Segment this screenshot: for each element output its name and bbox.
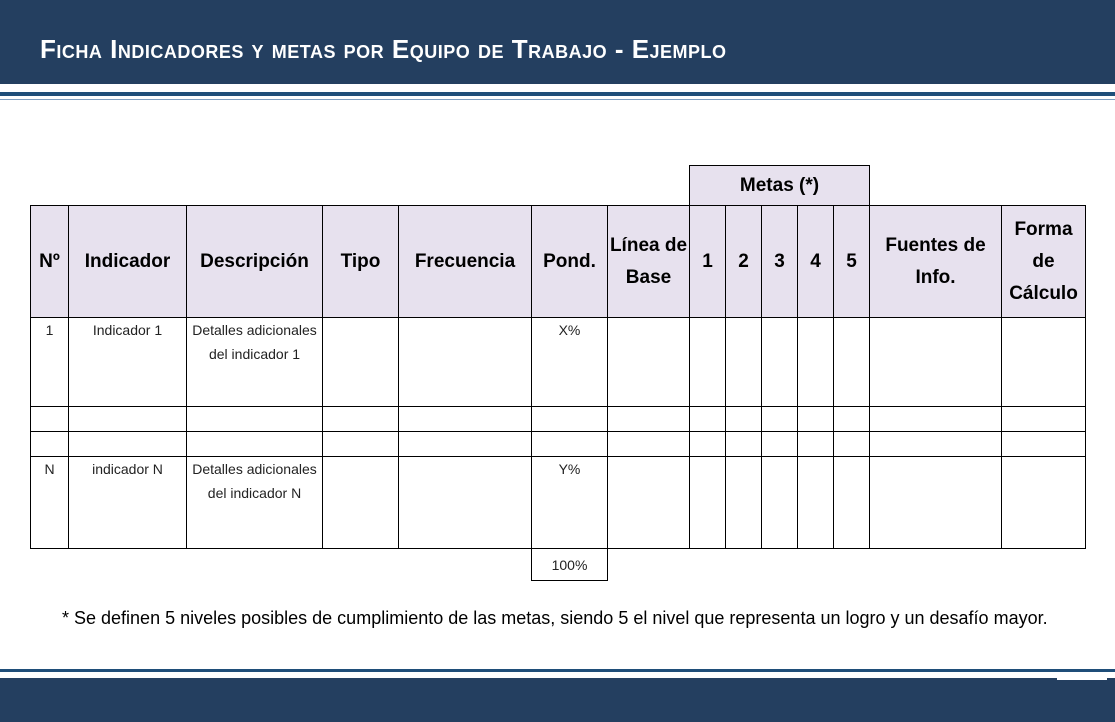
cell-pond: X%	[532, 318, 608, 407]
footer-mark	[1057, 678, 1107, 680]
cell-tipo	[323, 432, 399, 457]
total-row	[31, 549, 1086, 581]
cell-meta-5	[834, 407, 870, 432]
cell-linea-base	[608, 318, 690, 407]
metas-group-header: Metas (*)	[690, 166, 870, 206]
col-header-frecuencia: Frecuencia	[399, 206, 532, 318]
col-header-indicador: Indicador	[69, 206, 187, 318]
col-header-meta-1: 1	[690, 206, 726, 318]
col-header-descripcion: Descripción	[187, 206, 323, 318]
cell-fuentes	[870, 457, 1002, 549]
cell-tipo	[323, 457, 399, 549]
cell-linea-base	[608, 432, 690, 457]
cell-forma-calculo	[1002, 457, 1086, 549]
cell-tipo	[323, 318, 399, 407]
cell-meta-4	[798, 457, 834, 549]
cell-descripcion	[187, 457, 323, 549]
cell-meta-1	[690, 457, 726, 549]
cell-meta-5	[834, 457, 870, 549]
cell-descripcion-text: Detalles adicionales del indicador N	[192, 461, 317, 501]
col-header-pond: Pond.	[532, 206, 608, 318]
table-row	[31, 318, 1086, 407]
col-header-fuentes: Fuentes de Info.	[870, 206, 1002, 318]
cell-meta-4	[798, 407, 834, 432]
col-header-forma-calculo: Forma de Cálculo	[1002, 206, 1086, 318]
table-row	[31, 407, 1086, 432]
cell-meta-2	[726, 407, 762, 432]
cell-num: 1	[31, 318, 69, 407]
cell-meta-4	[798, 432, 834, 457]
col-header-meta-4: 4	[798, 206, 834, 318]
cell-indicador	[69, 407, 187, 432]
cell-indicador	[69, 432, 187, 457]
col-header-linea-base: Línea de Base	[608, 206, 690, 318]
pond-total: 100%	[532, 549, 608, 581]
cell-descripcion	[187, 318, 323, 407]
cell-meta-4	[798, 318, 834, 407]
header-row	[31, 206, 1086, 318]
metas-group-row	[31, 166, 1086, 206]
cell-pond	[532, 432, 608, 457]
header-divider-thin	[0, 99, 1115, 100]
cell-pond	[532, 407, 608, 432]
footer-bar	[0, 678, 1115, 722]
table-row	[31, 432, 1086, 457]
cell-fuentes	[870, 318, 1002, 407]
cell-forma-calculo	[1002, 432, 1086, 457]
cell-indicador: indicador N	[69, 457, 187, 549]
cell-meta-2	[726, 432, 762, 457]
cell-meta-2	[726, 457, 762, 549]
cell-fuentes	[870, 432, 1002, 457]
cell-meta-3	[762, 318, 798, 407]
cell-meta-1	[690, 318, 726, 407]
cell-frecuencia	[399, 432, 532, 457]
cell-meta-3	[762, 432, 798, 457]
cell-tipo	[323, 407, 399, 432]
cell-pond: Y%	[532, 457, 608, 549]
cell-meta-5	[834, 432, 870, 457]
cell-linea-base	[608, 457, 690, 549]
cell-meta-1	[690, 407, 726, 432]
page-title: Ficha Indicadores y metas por Equipo de Trabajo - Ejemplo	[40, 34, 727, 64]
footer-divider	[0, 669, 1115, 672]
cell-linea-base	[608, 407, 690, 432]
cell-num: N	[31, 457, 69, 549]
col-header-num: Nº	[31, 206, 69, 318]
header-divider	[0, 92, 1115, 96]
col-header-meta-5: 5	[834, 206, 870, 318]
cell-num	[31, 407, 69, 432]
cell-meta-1	[690, 432, 726, 457]
col-header-meta-2: 2	[726, 206, 762, 318]
col-header-tipo: Tipo	[323, 206, 399, 318]
cell-descripcion-text: Detalles adicionales del indicador 1	[192, 322, 317, 362]
cell-descripcion	[187, 432, 323, 457]
cell-meta-5	[834, 318, 870, 407]
cell-frecuencia	[399, 407, 532, 432]
cell-frecuencia	[399, 318, 532, 407]
footnote: * Se definen 5 niveles posibles de cumplimiento de las metas, siendo 5 el nivel que representa un logro y un desafío mayor.	[62, 608, 1048, 628]
cell-forma-calculo	[1002, 318, 1086, 407]
table-row	[31, 457, 1086, 549]
cell-meta-2	[726, 318, 762, 407]
cell-indicador: Indicador 1	[69, 318, 187, 407]
cell-meta-3	[762, 407, 798, 432]
cell-descripcion	[187, 407, 323, 432]
cell-frecuencia	[399, 457, 532, 549]
col-header-meta-3: 3	[762, 206, 798, 318]
cell-forma-calculo	[1002, 407, 1086, 432]
cell-meta-3	[762, 457, 798, 549]
cell-fuentes	[870, 407, 1002, 432]
indicators-table	[30, 165, 1086, 581]
cell-num	[31, 432, 69, 457]
